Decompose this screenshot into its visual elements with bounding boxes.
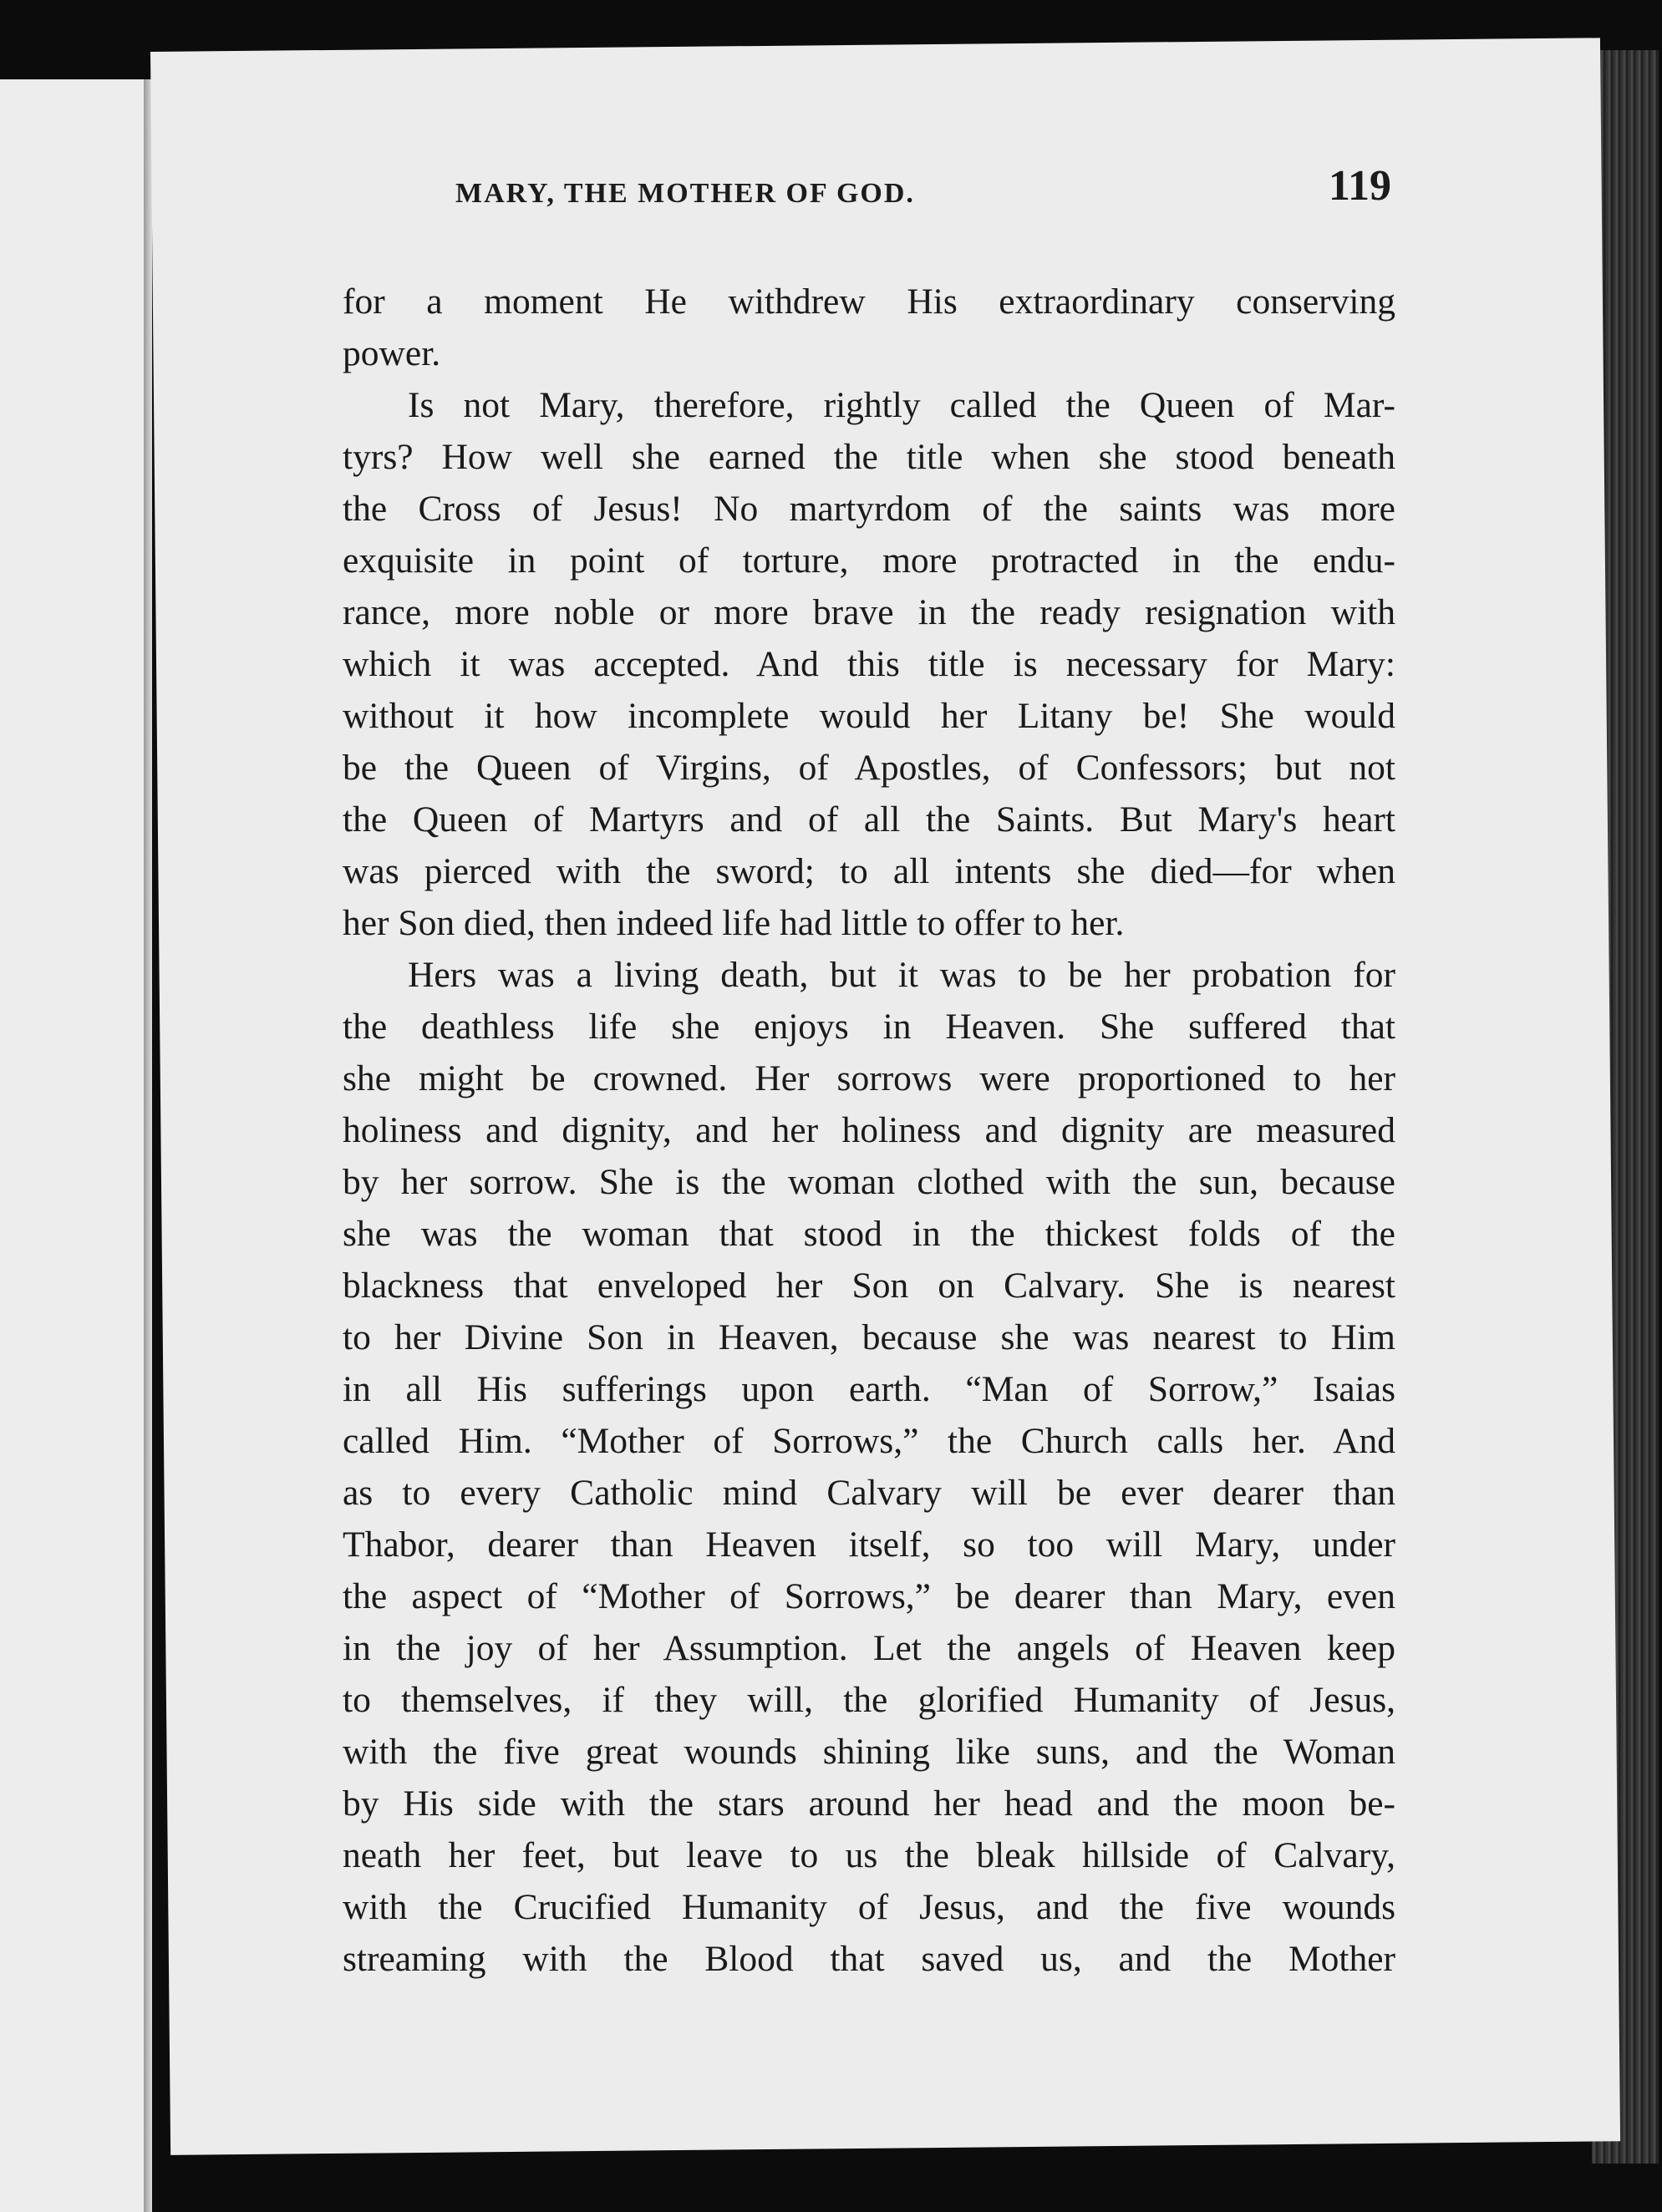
text-line: the Cross of Jesus! No martyrdom of the saints was more: [343, 489, 1395, 529]
text-line: power.: [343, 333, 441, 373]
text-line: holiness and dignity, and her holiness and dignity are measured: [343, 1110, 1395, 1150]
text-line: rance, more noble or more brave in the ready resignation with: [343, 592, 1395, 632]
text-line: in the joy of her Assumption. Let the angels of Heaven keep: [343, 1628, 1395, 1668]
text-line: the Queen of Martyrs and of all the Saints. But Mary's heart: [343, 799, 1395, 840]
text-line: to her Divine Son in Heaven, because she was nearest to Him: [343, 1317, 1395, 1357]
text-line: her Son died, then indeed life had little to offer to her.: [343, 903, 1125, 943]
text-line: without it how incomplete would her Litany be! She would: [343, 696, 1395, 736]
text-line: tyrs? How well she earned the title when she stood beneath: [343, 437, 1395, 477]
running-head-title: MARY, THE MOTHER OF GOD.: [455, 178, 915, 209]
text-line: the aspect of “Mother of Sorrows,” be dearer than Mary, even: [343, 1576, 1395, 1616]
text-line: Hers was a living death, but it was to be her probation for: [408, 955, 1395, 995]
text-line: she was the woman that stood in the thickest folds of the: [343, 1214, 1395, 1254]
text-line: Thabor, dearer than Heaven itself, so too will Mary, under: [343, 1525, 1395, 1565]
text-line: by her sorrow. She is the woman clothed with the sun, because: [343, 1162, 1395, 1202]
text-line: blackness that enveloped her Son on Calvary. She is nearest: [343, 1266, 1395, 1306]
text-line: with the Crucified Humanity of Jesus, and the five wounds: [343, 1887, 1395, 1927]
text-line: streaming with the Blood that saved us, and the Mother: [343, 1939, 1395, 1979]
text-line: to themselves, if they will, the glorified Humanity of Jesus,: [343, 1680, 1395, 1720]
text-line: neath her feet, but leave to us the bleak hillside of Calvary,: [343, 1835, 1395, 1875]
facing-page-edge: [0, 79, 150, 2212]
text-line: in all His sufferings upon earth. “Man of Sorrow,” Isaias: [343, 1369, 1395, 1409]
text-line: with the five great wounds shining like suns, and the Woman: [343, 1732, 1395, 1772]
text-line: was pierced with the sword; to all intents she died—for when: [343, 851, 1395, 891]
text-line: by His side with the stars around her head and the moon be-: [343, 1783, 1395, 1824]
text-line: she might be crowned. Her sorrows were proportioned to her: [343, 1058, 1395, 1098]
book-gutter: [144, 79, 152, 2212]
text-line: Is not Mary, therefore, rightly called the Queen of Mar-: [408, 385, 1395, 425]
page-body: [343, 276, 1395, 1985]
text-line: be the Queen of Virgins, of Apostles, of Confessors; but not: [343, 748, 1395, 788]
text-line: the deathless life she enjoys in Heaven. She suffered that: [343, 1007, 1395, 1047]
text-line: for a moment He withdrew His extraordinary conserving: [343, 282, 1395, 322]
text-line: called Him. “Mother of Sorrows,” the Church calls her. And: [343, 1421, 1395, 1461]
running-head: [455, 155, 1391, 221]
text-line: as to every Catholic mind Calvary will be ever dearer than: [343, 1473, 1395, 1513]
page-number: 119: [1328, 162, 1391, 210]
text-line: exquisite in point of torture, more protracted in the endu-: [343, 540, 1395, 581]
text-line: which it was accepted. And this title is necessary for Mary:: [343, 644, 1395, 684]
